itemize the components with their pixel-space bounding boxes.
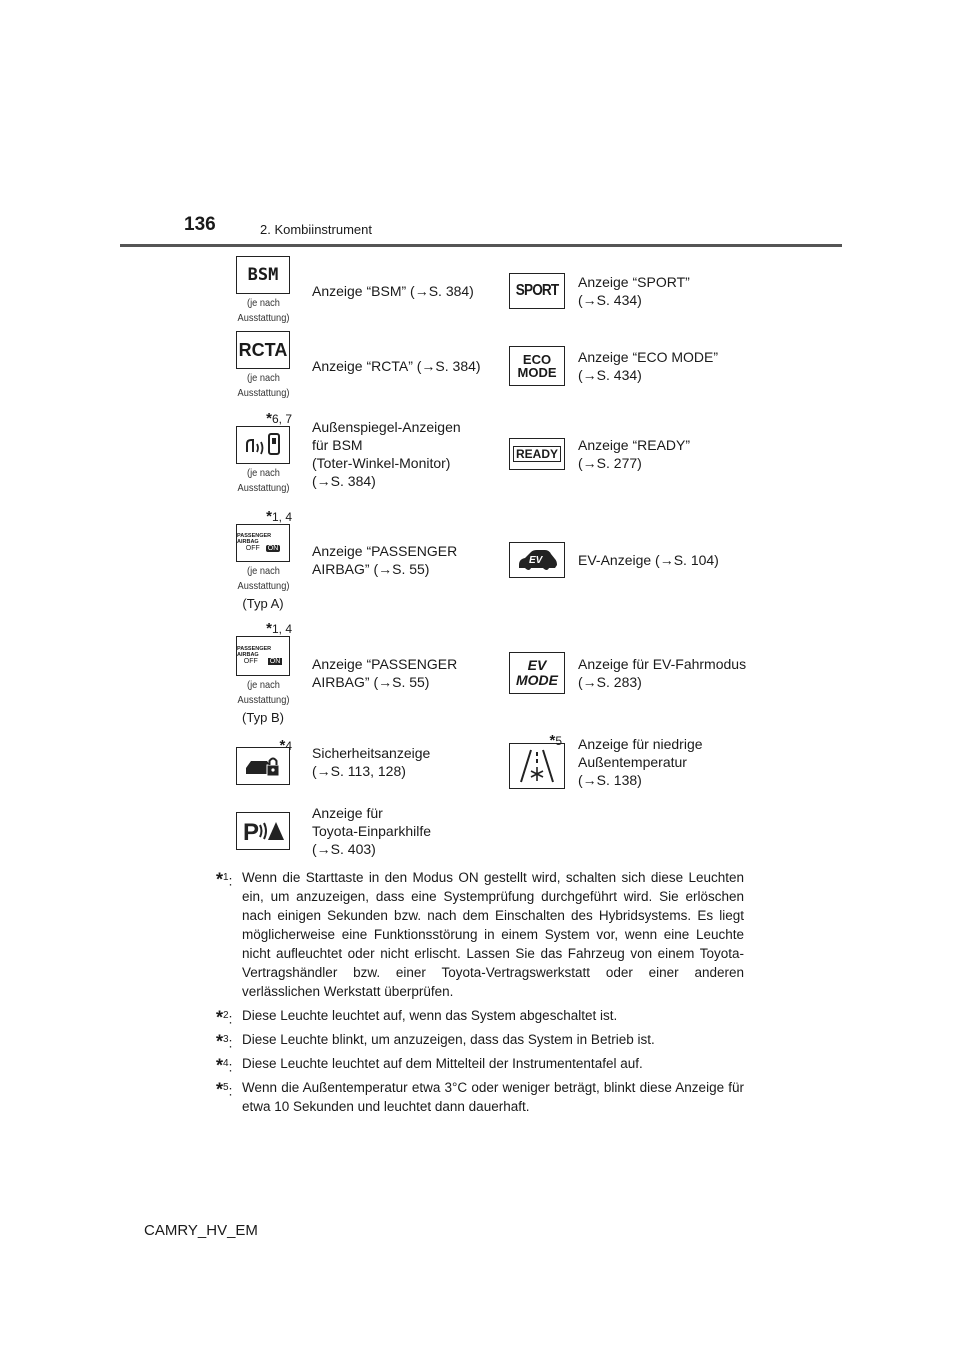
indicator-table [228,254,748,868]
indicator-description: Anzeige für EV-Fahrmodus (→S. 283) [578,656,747,690]
chapter-title: 2. Kombiinstrument [260,222,372,237]
indicator-description: Anzeige “SPORT” (→S. 434) [578,274,690,308]
footnote-marker: *1, 4 [266,619,292,637]
header-rule [120,244,842,247]
eco-mode-icon: ECO MODE [509,346,565,386]
indicator-description: Anzeige “READY” (→S. 277) [578,437,691,471]
availability-note: (je nach Ausstattung) [237,467,289,494]
bsm-icon: BSM [236,256,290,294]
low-outside-temp-icon [509,743,565,789]
ev-icon [509,542,565,578]
passenger-airbag-b-icon: PASSENGER AIRBAG OFF ON [236,636,290,676]
ready-icon: READY [509,438,565,470]
outside-mirror-bsm-icon [236,426,290,464]
indicator-description: Anzeige “ECO MODE” (→S. 434) [578,349,719,383]
footnote: *$^4$: Diese Leuchte leuchtet auf dem Mittelteil der Instrumententafel auf. [216,1055,643,1076]
rcta-icon: RCTA [236,331,290,369]
footnote-marker: *1, 4 [266,507,292,525]
svg-text:P: P [243,819,260,845]
table-row [228,328,748,404]
table-row [228,794,748,868]
svg-text:EV: EV [529,555,543,566]
table-row [228,254,748,328]
table-row [228,616,748,730]
footnote-marker: *4 [279,737,292,754]
footnotes [216,868,744,1121]
footnote-marker: *5 [549,732,562,749]
availability-note: (je nach Ausstattung) [237,372,289,399]
availability-note: (je nach Ausstattung) [237,678,289,706]
sport-icon: SPORT [509,273,565,309]
footnote: *$^1$: Wenn die Starttaste in den Modus ON gestellt wird, schalten sich diese Leuchten ein, um anzuzeigen, dass eine Systemprüfung durchgeführt wird. Sie erlöschen nach einigen Sekunden bzw. nach dem Einschalten des Hybridsystems. Es liegt möglicherweise eine Funktionsstörung in einem System vor, wenn eine Leuchte nicht aufleuchtet oder nicht erlischt. Lassen Sie das Fahrzeug von einem Toyota-Vertragshändler bzw. einer Toyota-Vertragswerkstatt oder einer anderen verlässlichen Werkstatt überprüfen. [216,869,744,999]
document-code: CAMRY_HV_EM [144,1222,258,1239]
indicator-description: Anzeige “RCTA” (→S. 384) [312,358,481,374]
passenger-airbag-a-icon: PASSENGER AIRBAG OFF ON [236,524,290,562]
indicator-description: EV-Anzeige (→S. 104) [578,552,719,568]
table-row [228,404,748,504]
ev-mode-icon: EV MODE [509,652,565,694]
indicator-description: Anzeige für Toyota-Einparkhilfe (→S. 403) [312,805,432,857]
footnote: *$^3$: Diese Leuchte blinkt, um anzuzeigen, dass das System in Betrieb ist. [216,1031,655,1052]
indicator-description: Anzeige “BSM” (→S. 384) [312,283,474,299]
type-label: (Typ B) [242,709,284,725]
footnote-marker: *6, 7 [266,410,292,427]
page-number: 136 [184,214,216,235]
availability-note: (je nach Ausstattung) [237,297,289,324]
indicator-description: Anzeige “PASSENGER AIRBAG” (→S. 55) [312,543,458,577]
footnote: *$^2$: Diese Leuchte leuchtet auf, wenn das System abgeschaltet ist. [216,1007,618,1028]
parking-assist-icon [236,812,290,850]
indicator-description: Außenspiegel-Anzeigen für BSM (Toter-Winkel-Monitor) (→S. 384) [312,419,461,489]
table-row [228,730,748,794]
type-label: (Typ A) [242,595,284,611]
availability-note: (je nach Ausstattung) [237,564,289,592]
table-row [228,504,748,616]
indicator-description: Anzeige “PASSENGER AIRBAG” (→S. 55) [312,656,458,690]
indicator-description: Sicherheitsanzeige (→S. 113, 128) [312,745,431,779]
footnote: *$^5$: Wenn die Außentemperatur etwa 3°C oder weniger beträgt, blinkt diese Anzeige für etwa 10 Sekunden und leuchtet dann dauerhaft. [216,1079,744,1114]
indicator-description: Anzeige für niedrige Außentemperatur (→S. 138) [578,736,703,788]
